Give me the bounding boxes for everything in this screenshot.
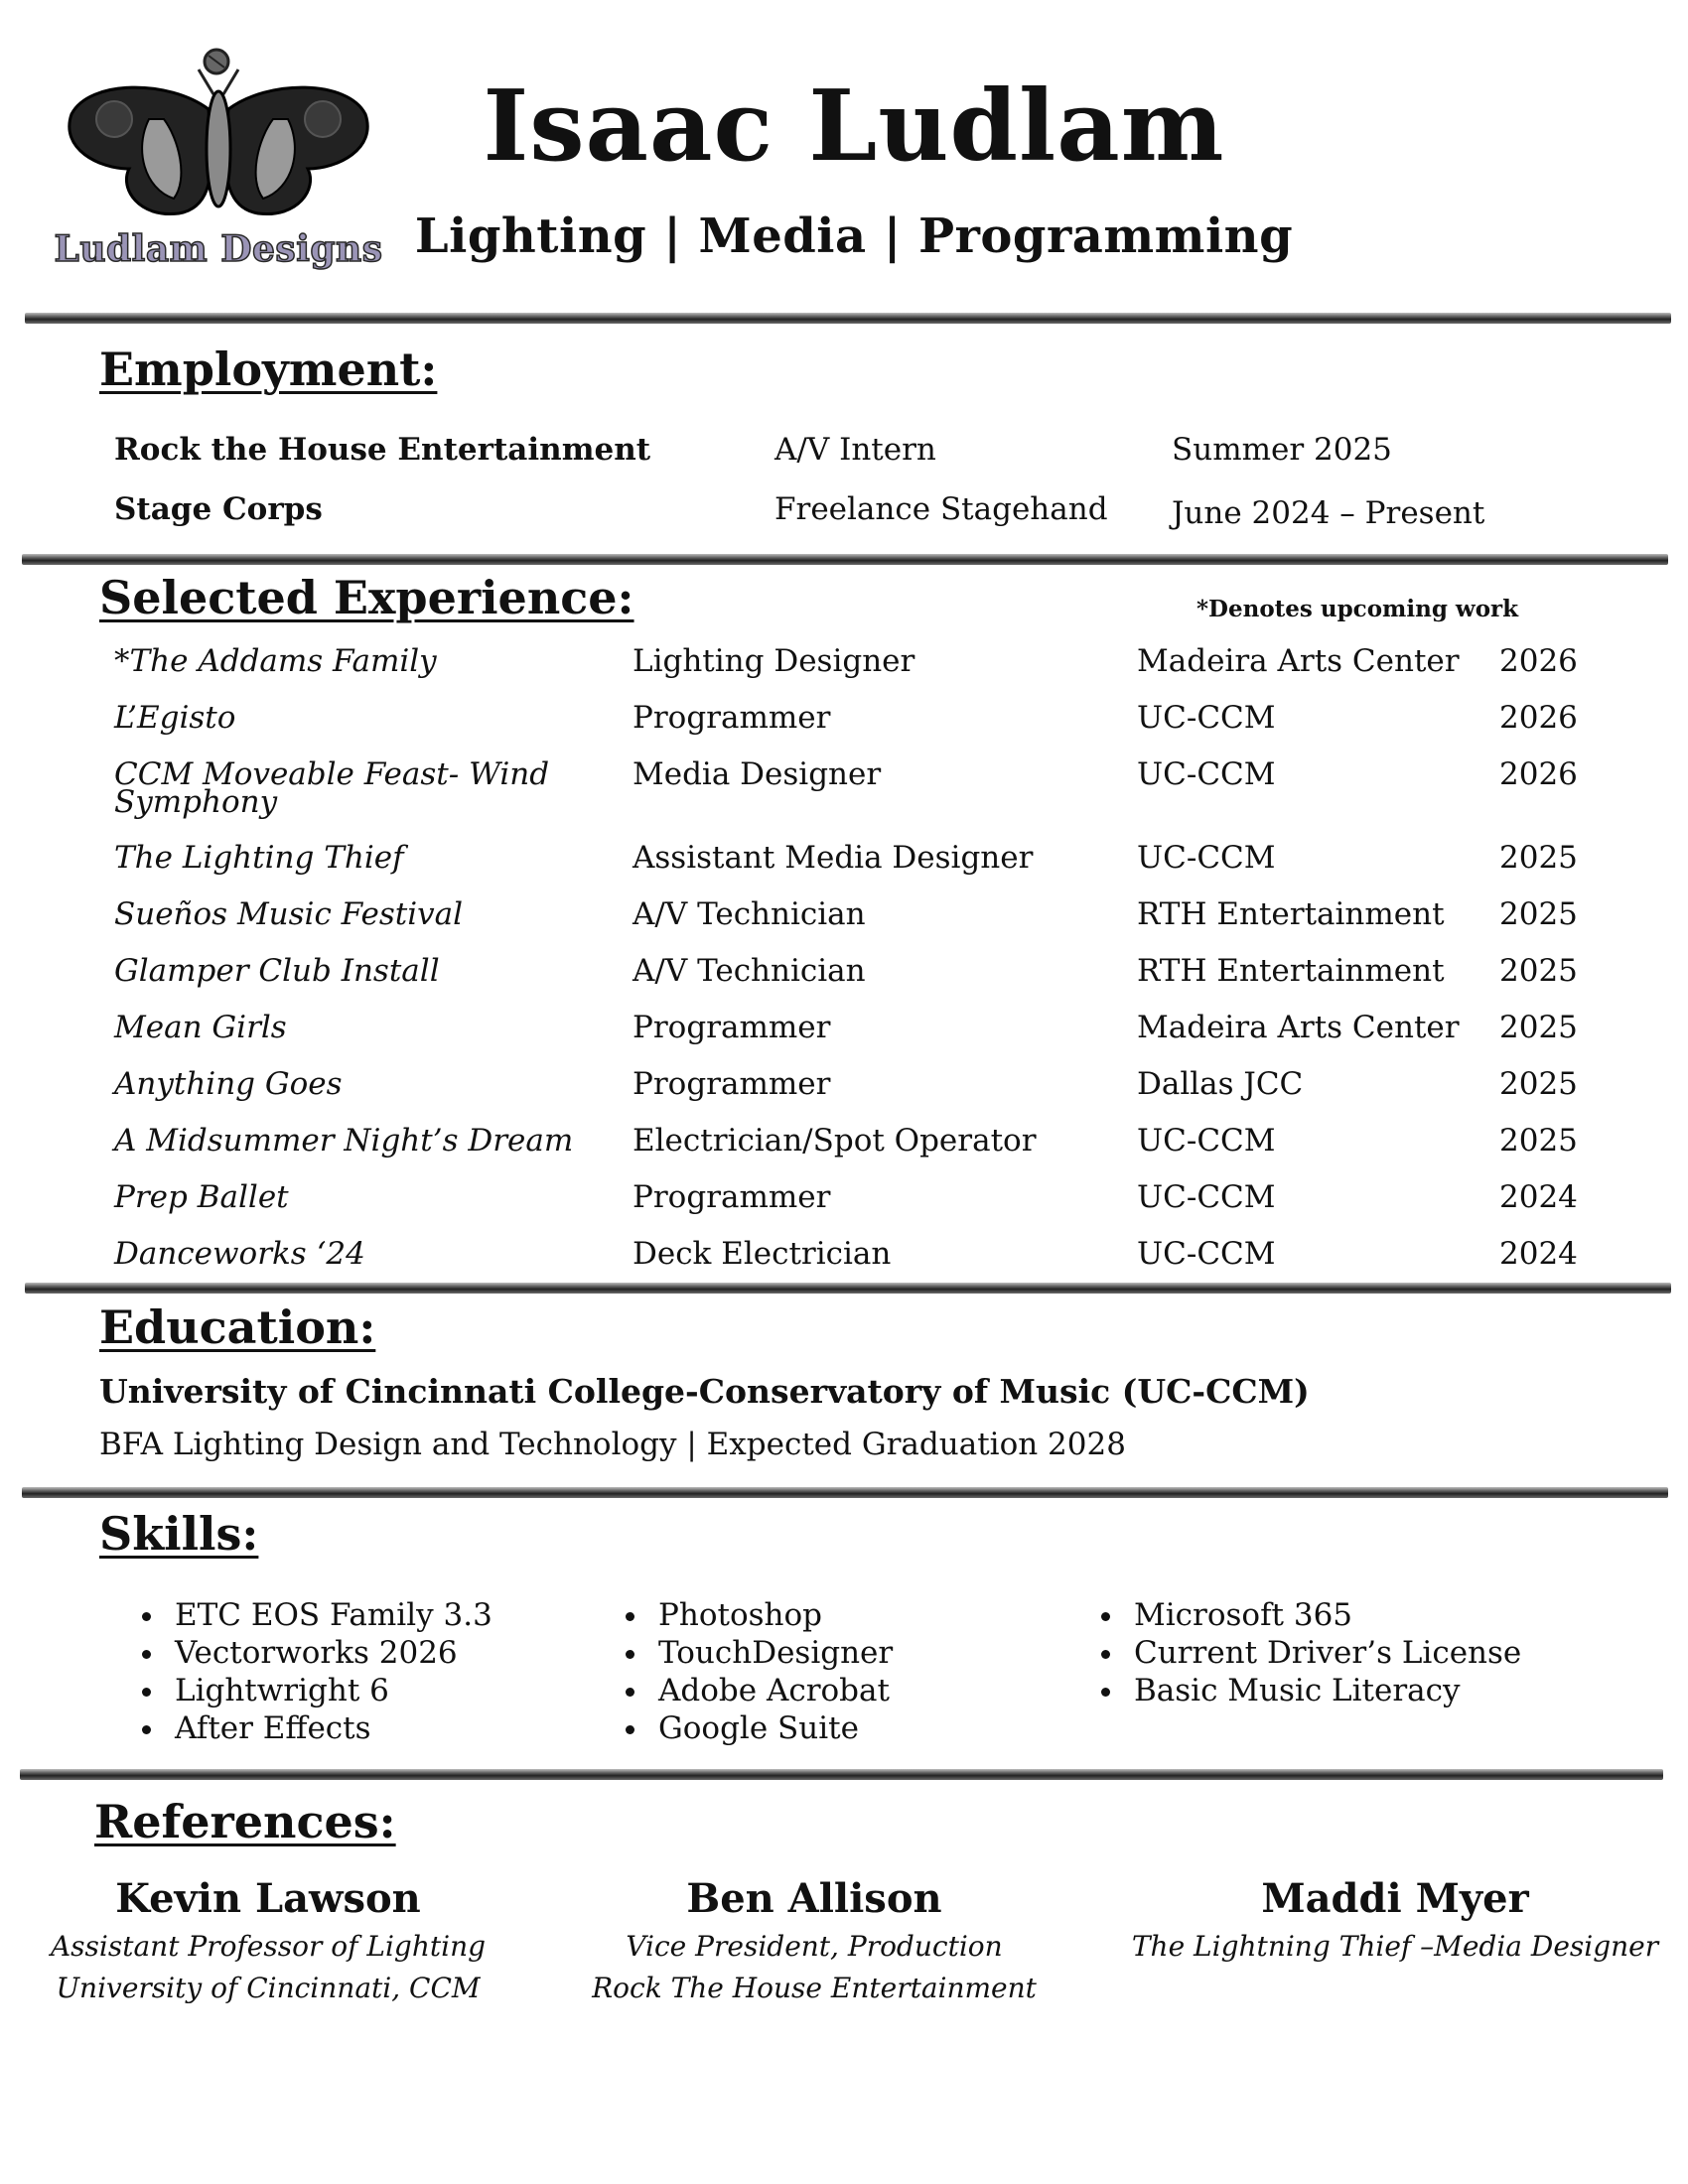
experience-year: 2025 (1499, 1010, 1578, 1045)
reference-organization: Rock The House Entertainment (592, 1972, 1037, 2004)
experience-year: 2026 (1499, 643, 1578, 679)
experience-role: Electrician/Spot Operator (633, 1123, 1037, 1159)
section-heading-skills: Skills: (99, 1507, 259, 1561)
experience-role: Deck Electrician (633, 1236, 892, 1272)
experience-year: 2026 (1499, 700, 1578, 736)
divider (20, 1769, 1663, 1780)
experience-title-continued: Symphony (114, 784, 278, 820)
section-heading-references: References: (94, 1795, 396, 1848)
skill-item: • Lightwright 6 (167, 1672, 492, 1709)
experience-role: Programmer (633, 1010, 831, 1045)
reference-name: Maddi Myer (1261, 1875, 1529, 1922)
reference-organization: University of Cincinnati, CCM (56, 1972, 481, 2004)
experience-venue: UC-CCM (1137, 1236, 1276, 1272)
experience-venue: Madeira Arts Center (1137, 1010, 1460, 1045)
experience-role: Programmer (633, 700, 831, 736)
experience-title: *The Addams Family (114, 643, 437, 679)
experience-year: 2026 (1499, 756, 1578, 792)
experience-venue: RTH Entertainment (1137, 896, 1445, 932)
experience-title: Anything Goes (114, 1066, 343, 1102)
divider (22, 1487, 1668, 1498)
logo-text: Ludlam Designs (54, 228, 383, 270)
experience-year: 2025 (1499, 896, 1578, 932)
experience-role: Lighting Designer (633, 643, 915, 679)
experience-venue: Madeira Arts Center (1137, 643, 1460, 679)
reference-card (40, 1872, 496, 2009)
experience-venue: UC-CCM (1137, 1123, 1276, 1159)
reference-card (591, 1872, 1038, 2009)
experience-year: 2025 (1499, 1066, 1578, 1102)
experience-role: Media Designer (633, 756, 882, 792)
experience-title: Glamper Club Install (114, 953, 440, 989)
experience-title: CCM Moveable Feast- Wind (114, 756, 550, 792)
skill-item: • Microsoft 365 (1126, 1596, 1521, 1634)
experience-title: Prep Ballet (114, 1179, 289, 1215)
experience-venue: UC-CCM (1137, 756, 1276, 792)
experience-title: Danceworks ‘24 (114, 1236, 365, 1272)
skills-list-2 (593, 1596, 893, 1747)
upcoming-work-note: *Denotes upcoming work (1196, 596, 1519, 622)
employment-role: A/V Intern (774, 432, 936, 468)
reference-card (1122, 1872, 1668, 1968)
education-degree: BFA Lighting Design and Technology | Expected Graduation 2028 (99, 1427, 1126, 1462)
divider (25, 313, 1671, 324)
skill-item: • TouchDesigner (650, 1634, 893, 1672)
skill-item: • Basic Music Literacy (1126, 1672, 1521, 1709)
reference-name: Ben Allison (686, 1875, 942, 1922)
experience-role: Assistant Media Designer (633, 840, 1034, 876)
experience-venue: UC-CCM (1137, 1179, 1276, 1215)
section-heading-experience: Selected Experience: (99, 571, 634, 624)
skills-list-3 (1068, 1596, 1521, 1709)
reference-title: Assistant Professor of Lighting (50, 1930, 487, 1963)
skill-item: • Photoshop (650, 1596, 893, 1634)
employment-dates: Summer 2025 (1172, 432, 1392, 468)
skill-item: • After Effects (167, 1709, 492, 1747)
experience-title: Sueños Music Festival (114, 896, 464, 932)
section-heading-employment: Employment: (99, 342, 438, 396)
employment-role: Freelance Stagehand (774, 491, 1108, 527)
experience-venue: UC-CCM (1137, 700, 1276, 736)
page-title: Isaac Ludlam (483, 69, 1225, 184)
divider (22, 554, 1668, 565)
experience-title: A Midsummer Night’s Dream (114, 1123, 574, 1159)
experience-role: A/V Technician (633, 953, 866, 989)
reference-title: The Lightning Thief –Media Designer (1131, 1930, 1659, 1963)
skills-list-1 (109, 1596, 492, 1747)
skill-item: • Google Suite (650, 1709, 893, 1747)
experience-venue: UC-CCM (1137, 840, 1276, 876)
experience-title: Mean Girls (114, 1010, 287, 1045)
experience-year: 2025 (1499, 1123, 1578, 1159)
experience-role: A/V Technician (633, 896, 866, 932)
experience-venue: Dallas JCC (1137, 1066, 1304, 1102)
reference-title: Vice President, Production (626, 1930, 1003, 1963)
experience-title: L’Egisto (114, 700, 236, 736)
experience-title: The Lighting Thief (114, 840, 404, 876)
skill-item: • Adobe Acrobat (650, 1672, 893, 1709)
reference-name: Kevin Lawson (115, 1875, 421, 1922)
subtitle: Lighting | Media | Programming (414, 208, 1294, 264)
employment-company: Stage Corps (114, 491, 323, 527)
skill-item: • ETC EOS Family 3.3 (167, 1596, 492, 1634)
experience-role: Programmer (633, 1179, 831, 1215)
section-heading-education: Education: (99, 1300, 376, 1354)
experience-year: 2024 (1499, 1236, 1578, 1272)
experience-year: 2024 (1499, 1179, 1578, 1215)
divider (25, 1283, 1671, 1294)
experience-venue: RTH Entertainment (1137, 953, 1445, 989)
skill-item: • Vectorworks 2026 (167, 1634, 492, 1672)
experience-year: 2025 (1499, 953, 1578, 989)
experience-role: Programmer (633, 1066, 831, 1102)
employment-dates: June 2024 – Present (1172, 495, 1485, 531)
skill-item: • Current Driver’s License (1126, 1634, 1521, 1672)
employment-company: Rock the House Entertainment (114, 432, 651, 468)
experience-year: 2025 (1499, 840, 1578, 876)
education-school: University of Cincinnati College-Conservatory of Music (UC-CCM) (99, 1372, 1310, 1411)
